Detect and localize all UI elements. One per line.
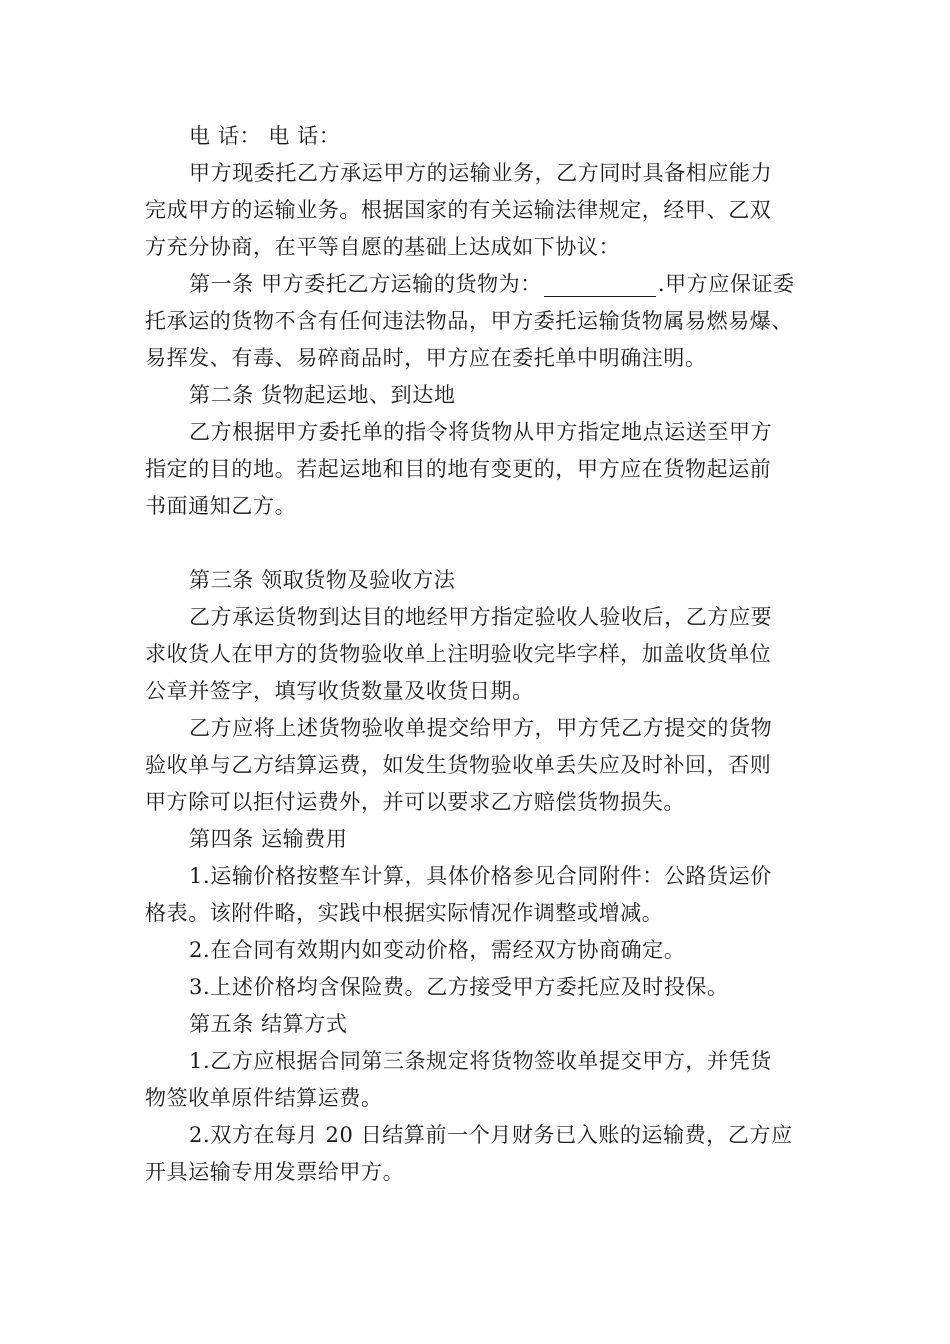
- article3-line: 乙方应将上述货物验收单提交给甲方，甲方凭乙方提交的货物: [189, 716, 773, 740]
- article2-line: 乙方根据甲方委托单的指令将货物从甲方指定地点运送至甲方: [189, 420, 773, 444]
- article2-line: 指定的目的地。若起运地和目的地有变更的，甲方应在货物起运前: [145, 457, 772, 481]
- article5-item1-line: 1.乙方应根据合同第三条规定将货物签收单提交甲方，并凭货: [189, 1049, 772, 1073]
- article5-item2-line: 开具运输专用发票给甲方。: [145, 1160, 405, 1184]
- article1-line: 托承运的货物不含有任何违法物品，甲方委托运输货物属易燃易爆、: [145, 309, 793, 333]
- document-body: [145, 118, 825, 1191]
- goods-blank-field: [544, 274, 656, 297]
- article5-item1-line: 物签收单原件结算运费。: [145, 1086, 383, 1110]
- article3-line: 验收单与乙方结算运费，如发生货物验收单丢失应及时补回，否则: [145, 753, 772, 777]
- article4-item3: 3.上述价格均含保险费。乙方接受甲方委托应及时投保。: [189, 975, 729, 999]
- article2-line: 书面通知乙方。: [145, 494, 297, 518]
- article4-heading: 第四条 运输费用: [189, 827, 348, 851]
- article3-line: 甲方除可以拒付运费外，并可以要求乙方赔偿货物损失。: [145, 790, 685, 814]
- intro-line: 甲方现委托乙方承运甲方的运输业务，乙方同时具备相应能力: [189, 161, 773, 185]
- paragraph-gap: [145, 525, 825, 562]
- article4-item1-line: 1.运输价格按整车计算，具体价格参见合同附件：公路货运价: [189, 864, 772, 888]
- intro-line: 方充分协商，在平等自愿的基础上达成如下协议：: [145, 235, 621, 259]
- article1-text-before: 第一条 甲方委托乙方运输的货物为：: [189, 272, 542, 296]
- article3-heading: 第三条 领取货物及验收方法: [189, 568, 456, 592]
- article1-line: 易挥发、有毒、易碎商品时，甲方应在委托单中明确注明。: [145, 346, 707, 370]
- article1-text-after: .甲方应保证委: [657, 272, 795, 296]
- intro-line: 完成甲方的运输业务。根据国家的有关运输法律规定，经甲、乙双: [145, 198, 772, 222]
- article2-heading: 第二条 货物起运地、到达地: [189, 383, 456, 407]
- article4-item2: 2.在合同有效期内如变动价格，需经双方协商确定。: [189, 938, 686, 962]
- article5-item2-line: 2.双方在每月 20 日结算前一个月财务已入账的运输费，乙方应: [189, 1123, 793, 1147]
- phone-line: 电 话： 电 话：: [189, 124, 341, 148]
- article3-line: 求收货人在甲方的货物验收单上注明验收完毕字样，加盖收货单位: [145, 642, 772, 666]
- article1-line: [145, 266, 825, 303]
- article5-heading: 第五条 结算方式: [189, 1012, 348, 1036]
- article4-item1-line: 格表。该附件略，实践中根据实际情况作调整或增减。: [145, 901, 664, 925]
- article3-line: 乙方承运货物到达目的地经甲方指定验收人验收后，乙方应要: [189, 605, 773, 629]
- article3-line: 公章并签字，填写收货数量及收货日期。: [145, 679, 534, 703]
